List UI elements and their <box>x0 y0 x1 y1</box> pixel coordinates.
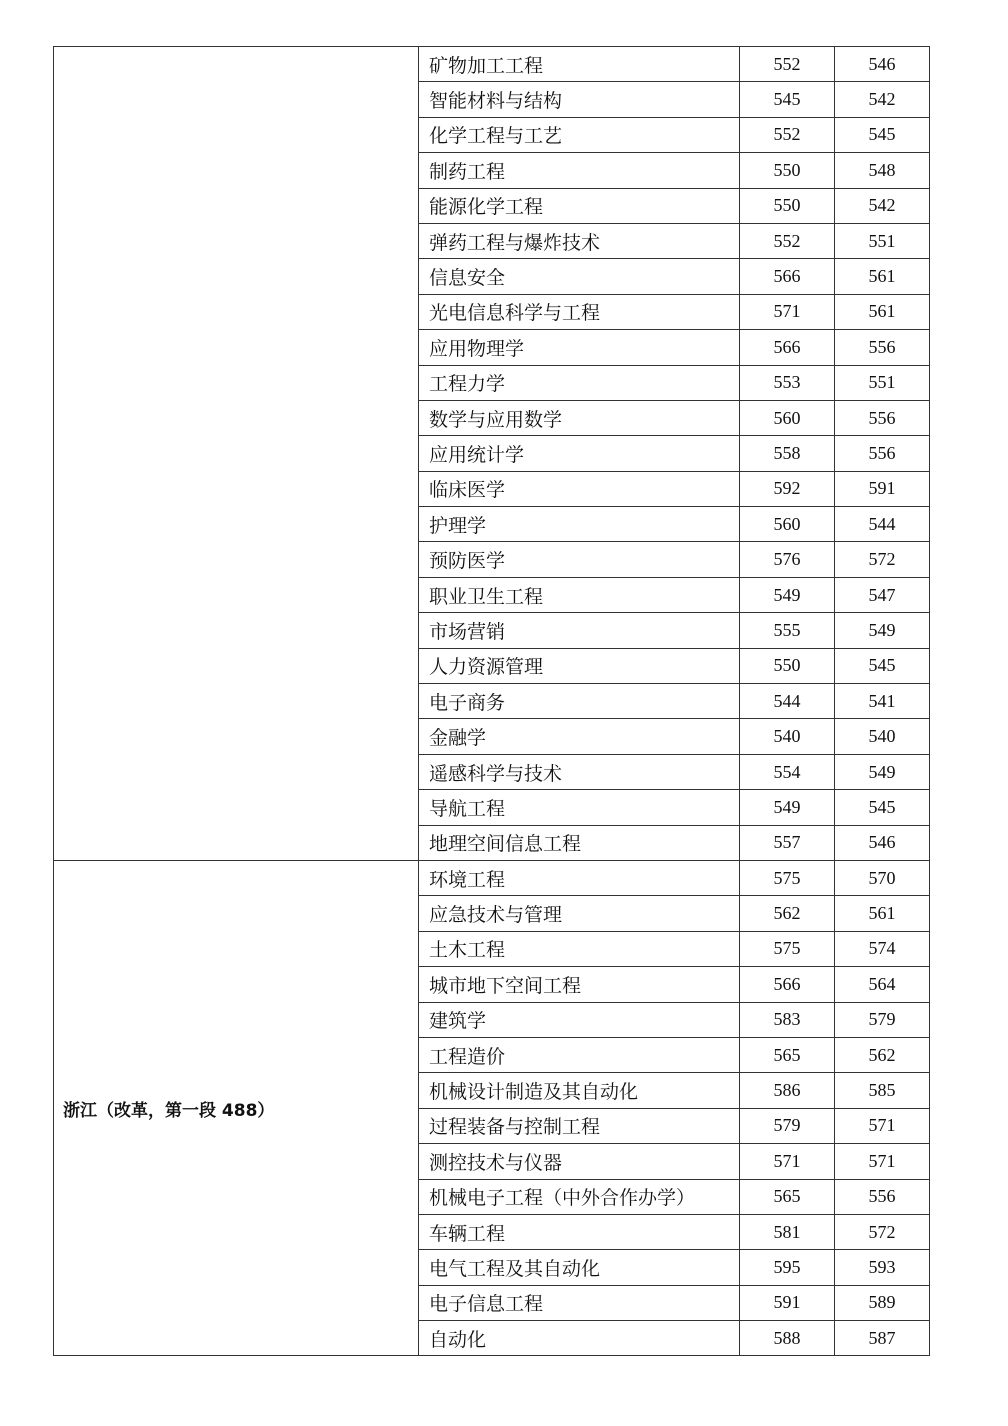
max-score-cell: 552 <box>740 223 835 258</box>
max-score-cell: 576 <box>740 542 835 577</box>
max-score-cell: 549 <box>740 790 835 825</box>
min-score-cell: 556 <box>835 400 930 435</box>
major-name-cell: 机械电子工程（中外合作办学） <box>419 1179 740 1214</box>
max-score-cell: 566 <box>740 330 835 365</box>
min-score-cell: 556 <box>835 1179 930 1214</box>
major-name-cell: 临床医学 <box>419 471 740 506</box>
major-name-cell: 数学与应用数学 <box>419 400 740 435</box>
min-score-cell: 570 <box>835 860 930 895</box>
max-score-cell: 550 <box>740 648 835 683</box>
max-score-cell: 565 <box>740 1179 835 1214</box>
min-score-cell: 549 <box>835 613 930 648</box>
max-score-cell: 575 <box>740 860 835 895</box>
max-score-cell: 575 <box>740 931 835 966</box>
major-name-cell: 机械设计制造及其自动化 <box>419 1073 740 1108</box>
min-score-cell: 561 <box>835 294 930 329</box>
min-score-cell: 579 <box>835 1002 930 1037</box>
major-name-cell: 信息安全 <box>419 259 740 294</box>
major-name-cell: 导航工程 <box>419 790 740 825</box>
admission-score-table <box>53 46 930 1356</box>
major-name-cell: 应用统计学 <box>419 436 740 471</box>
major-name-cell: 遥感科学与技术 <box>419 754 740 789</box>
max-score-cell: 545 <box>740 82 835 117</box>
major-name-cell: 人力资源管理 <box>419 648 740 683</box>
major-name-cell: 地理空间信息工程 <box>419 825 740 860</box>
max-score-cell: 554 <box>740 754 835 789</box>
min-score-cell: 585 <box>835 1073 930 1108</box>
max-score-cell: 544 <box>740 684 835 719</box>
max-score-cell: 552 <box>740 117 835 152</box>
major-name-cell: 应用物理学 <box>419 330 740 365</box>
major-name-cell: 工程造价 <box>419 1037 740 1072</box>
major-name-cell: 矿物加工工程 <box>419 47 740 82</box>
major-name-cell: 土木工程 <box>419 931 740 966</box>
major-name-cell: 过程装备与控制工程 <box>419 1108 740 1143</box>
max-score-cell: 571 <box>740 1144 835 1179</box>
max-score-cell: 595 <box>740 1250 835 1285</box>
major-name-cell: 光电信息科学与工程 <box>419 294 740 329</box>
major-name-cell: 化学工程与工艺 <box>419 117 740 152</box>
max-score-cell: 555 <box>740 613 835 648</box>
max-score-cell: 581 <box>740 1214 835 1249</box>
max-score-cell: 579 <box>740 1108 835 1143</box>
table-row <box>54 860 930 895</box>
max-score-cell: 549 <box>740 577 835 612</box>
major-name-cell: 智能材料与结构 <box>419 82 740 117</box>
min-score-cell: 589 <box>835 1285 930 1320</box>
major-name-cell: 工程力学 <box>419 365 740 400</box>
min-score-cell: 547 <box>835 577 930 612</box>
max-score-cell: 566 <box>740 967 835 1002</box>
max-score-cell: 592 <box>740 471 835 506</box>
max-score-cell: 558 <box>740 436 835 471</box>
min-score-cell: 551 <box>835 365 930 400</box>
min-score-cell: 562 <box>835 1037 930 1072</box>
min-score-cell: 556 <box>835 330 930 365</box>
province-group-cell <box>54 47 419 861</box>
max-score-cell: 588 <box>740 1321 835 1356</box>
min-score-cell: 549 <box>835 754 930 789</box>
major-name-cell: 测控技术与仪器 <box>419 1144 740 1179</box>
major-name-cell: 能源化学工程 <box>419 188 740 223</box>
major-name-cell: 建筑学 <box>419 1002 740 1037</box>
province-group-cell: 浙江（改革，第一段 488） <box>54 860 419 1355</box>
max-score-cell: 553 <box>740 365 835 400</box>
max-score-cell: 586 <box>740 1073 835 1108</box>
min-score-cell: 546 <box>835 47 930 82</box>
max-score-cell: 562 <box>740 896 835 931</box>
max-score-cell: 571 <box>740 294 835 329</box>
major-name-cell: 环境工程 <box>419 860 740 895</box>
max-score-cell: 560 <box>740 507 835 542</box>
major-name-cell: 预防医学 <box>419 542 740 577</box>
max-score-cell: 583 <box>740 1002 835 1037</box>
min-score-cell: 564 <box>835 967 930 1002</box>
min-score-cell: 545 <box>835 117 930 152</box>
min-score-cell: 572 <box>835 1214 930 1249</box>
max-score-cell: 540 <box>740 719 835 754</box>
min-score-cell: 545 <box>835 648 930 683</box>
min-score-cell: 551 <box>835 223 930 258</box>
min-score-cell: 572 <box>835 542 930 577</box>
min-score-cell: 545 <box>835 790 930 825</box>
min-score-cell: 587 <box>835 1321 930 1356</box>
min-score-cell: 561 <box>835 259 930 294</box>
min-score-cell: 593 <box>835 1250 930 1285</box>
major-name-cell: 弹药工程与爆炸技术 <box>419 223 740 258</box>
max-score-cell: 550 <box>740 153 835 188</box>
min-score-cell: 541 <box>835 684 930 719</box>
min-score-cell: 546 <box>835 825 930 860</box>
max-score-cell: 557 <box>740 825 835 860</box>
min-score-cell: 542 <box>835 82 930 117</box>
table-row <box>54 47 930 82</box>
major-name-cell: 电子商务 <box>419 684 740 719</box>
min-score-cell: 544 <box>835 507 930 542</box>
min-score-cell: 571 <box>835 1144 930 1179</box>
min-score-cell: 591 <box>835 471 930 506</box>
min-score-cell: 548 <box>835 153 930 188</box>
min-score-cell: 556 <box>835 436 930 471</box>
major-name-cell: 金融学 <box>419 719 740 754</box>
major-name-cell: 制药工程 <box>419 153 740 188</box>
max-score-cell: 591 <box>740 1285 835 1320</box>
major-name-cell: 护理学 <box>419 507 740 542</box>
major-name-cell: 市场营销 <box>419 613 740 648</box>
major-name-cell: 电气工程及其自动化 <box>419 1250 740 1285</box>
major-name-cell: 自动化 <box>419 1321 740 1356</box>
major-name-cell: 电子信息工程 <box>419 1285 740 1320</box>
major-name-cell: 应急技术与管理 <box>419 896 740 931</box>
min-score-cell: 542 <box>835 188 930 223</box>
max-score-cell: 552 <box>740 47 835 82</box>
min-score-cell: 540 <box>835 719 930 754</box>
major-name-cell: 车辆工程 <box>419 1214 740 1249</box>
major-name-cell: 城市地下空间工程 <box>419 967 740 1002</box>
max-score-cell: 560 <box>740 400 835 435</box>
max-score-cell: 550 <box>740 188 835 223</box>
min-score-cell: 561 <box>835 896 930 931</box>
major-name-cell: 职业卫生工程 <box>419 577 740 612</box>
max-score-cell: 565 <box>740 1037 835 1072</box>
min-score-cell: 571 <box>835 1108 930 1143</box>
min-score-cell: 574 <box>835 931 930 966</box>
max-score-cell: 566 <box>740 259 835 294</box>
